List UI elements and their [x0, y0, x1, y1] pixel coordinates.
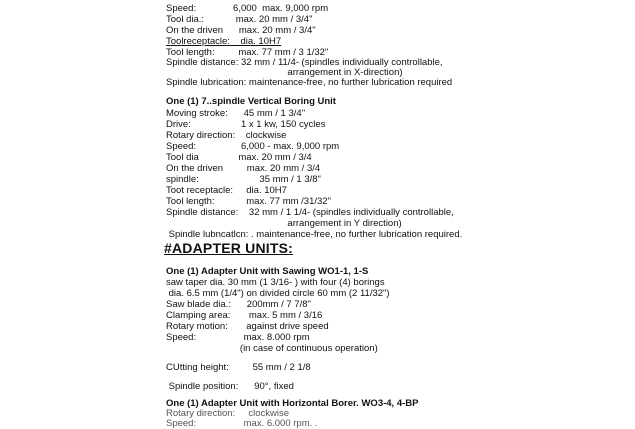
spec-line: Spindle distance: 32 mm / 1 1/4- (spindles individually controllable,	[166, 207, 454, 218]
spec-line: Spindle lubncatlcn: . maintenance-free, no further lubrication required.	[166, 229, 463, 240]
spec-line: Rotary motion: against drive speed	[166, 321, 329, 332]
section-heading: One (1) Adapter Unit with Horizontal Borer. WO3-4, 4-BP	[166, 398, 419, 409]
spec-line: spindle: 35 mm / 1 3/8"	[166, 174, 321, 185]
section-heading: One (1) 7..spindle Vertical Boring Unit	[166, 96, 336, 107]
spec-line: CUtting height: 55 mm / 2 1/8	[166, 362, 311, 373]
spec-line: Toolreceptacle: dia. 10H7	[166, 36, 282, 47]
spec-line: arrangement in X-direction)	[166, 67, 403, 78]
spec-line: (in case of continuous operation)	[166, 343, 378, 354]
spec-line: Spindle distance: 32 mm / 11/4- (spindles individually controllable,	[166, 57, 443, 68]
spec-line: arrangement in Y direction)	[166, 218, 402, 229]
spec-line: Drive: 1 x 1 kw, 150 cycles	[166, 119, 326, 130]
spec-line: Saw blade dia.: 200mm / 7 7/8"	[166, 299, 311, 310]
section-heading: One (1) Adapter Unit with Sawing WO1-1, 1-S	[166, 266, 369, 277]
spec-line: saw taper dia. 30 mm (1 3/16- ) with four (4) borings	[166, 277, 385, 288]
spec-line: Tool dia.: max. 20 mm / 3/4"	[166, 14, 313, 25]
spec-line: Speed: 6,000 max. 9,000 rpm	[166, 3, 329, 14]
spec-line: Toot receptacle: dia. 10H7	[166, 185, 287, 196]
spec-line: Speed: max. 8.000 rpm	[166, 332, 310, 343]
spec-line: Rotary direction: clockwise	[166, 408, 290, 419]
spec-line: Rotary direction: clockwise	[166, 130, 287, 141]
spec-line: On the driven max. 20 mm / 3/4	[166, 163, 321, 174]
spec-line: Speed: 6,000 - max. 9,000 rpm	[166, 141, 340, 152]
spec-line: Spindle lubrication: maintenance-free, no further lubrication required	[166, 77, 453, 88]
spec-line: On the driven max. 20 mm / 3/4"	[166, 25, 316, 36]
spec-line: Spindle position: 90°, fixed	[166, 381, 294, 392]
spec-line: Tool length: max. 77 mm / 3 1/32"	[166, 47, 329, 58]
spec-line: dia. 6.5 mm (1/4") on divided circle 60 mm (2 11/32")	[166, 288, 390, 299]
spec-line: Tool length: max. 77 mm /31/32"	[166, 196, 331, 207]
adapter-units-title: #ADAPTER UNITS:	[164, 240, 294, 256]
spec-line: Speed: max. 6.000 rpm. .	[166, 418, 318, 429]
spec-line: Moving stroke: 45 mm / 1 3/4"	[166, 108, 306, 119]
spec-line: Tool dia max. 20 mm / 3/4	[166, 152, 312, 163]
spec-line: Clamping area: max. 5 mm / 3/16	[166, 310, 323, 321]
